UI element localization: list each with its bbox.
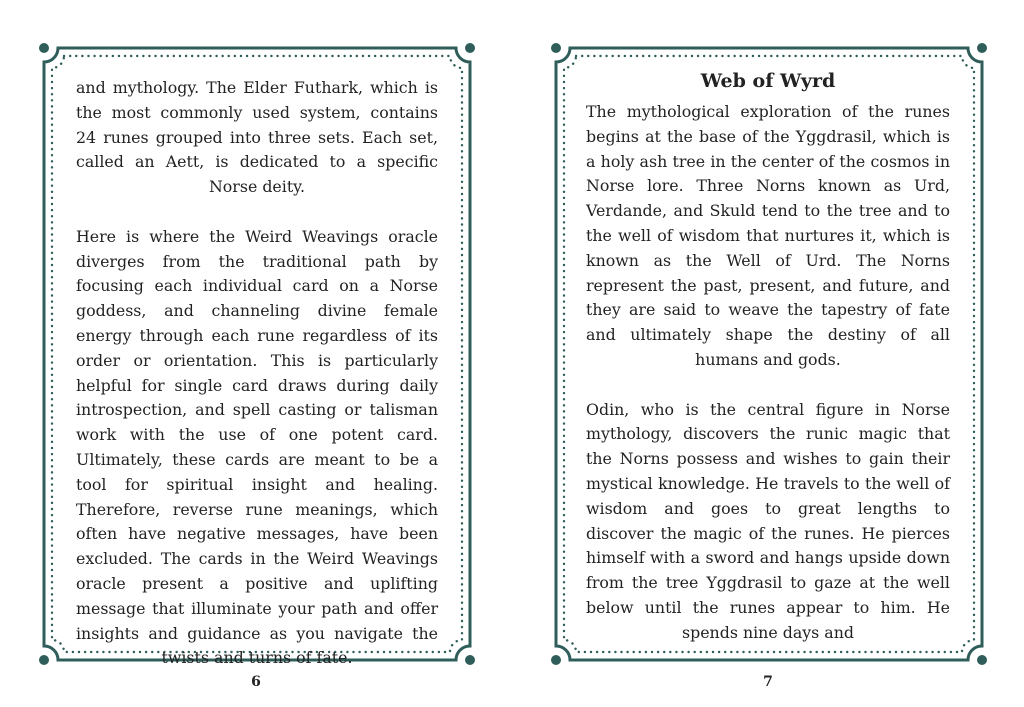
page-number-right: 7	[763, 674, 773, 690]
left-paragraph-1: and mythology. The Elder Futhark, which is the most commonly used system, contains 24 runes grouped into three sets. Each set, called an Aett, is dedicated to a specific Norse deity.	[76, 78, 438, 197]
corner-dot	[465, 43, 475, 53]
page-number-left: 6	[251, 674, 261, 690]
right-paragraph-1: The mythological exploration of the runes begins at the base of the Yggdrasil, which is a holy ash tree in the center of the cosmos in Norse lore. Three Norns known as Urd, Verdande, and Skuld tend to the tree and to the well of wisdom that nurtures it, which is known as the Well of Urd. The Norns represent the past, present, and future, and they are said to weave the tapestry of fate and ultimately shape the destiny of all humans and gods.	[586, 102, 950, 369]
corner-dot	[39, 43, 49, 53]
right-page-text	[586, 100, 950, 646]
corner-dot	[39, 655, 49, 665]
left-paragraph-2: Here is where the Weird Weavings oracle diverges from the traditional path by focusing each individual card on a Norse goddess, and channeling divine female energy through each rune regardless of its order or orientation. This is particularly helpful for single card draws during daily introspection, and spell casting or talisman work with the use of one potent card. Ultimately, these cards are meant to be a tool for spiritual insight and healing. Therefore, reverse rune meanings, which often have negative messages, have been excluded. The cards in the Weird Weavings oracle present a positive and uplifting message that illuminate your path and offer insights and guidance as you navigate the twists and turns of fate.	[76, 226, 438, 668]
left-page-text	[76, 76, 438, 671]
section-heading: Web of Wyrd	[700, 70, 836, 92]
corner-dot	[551, 655, 561, 665]
right-paragraph-2: Odin, who is the central figure in Norse mythology, discovers the runic magic that the Norns possess and wishes to gain their mystical knowledge. He travels to the well of wisdom and goes to great lengths to discover the magic of the runes. He pierces himself with a sword and hangs upside down from the tree Yggdrasil to gaze at the well below until the runes appear to him. He spends nine days and	[586, 399, 950, 642]
corner-dot	[551, 43, 561, 53]
corner-dot	[977, 655, 987, 665]
right-page	[512, 0, 1024, 707]
corner-dot	[465, 655, 475, 665]
corner-dot	[977, 43, 987, 53]
